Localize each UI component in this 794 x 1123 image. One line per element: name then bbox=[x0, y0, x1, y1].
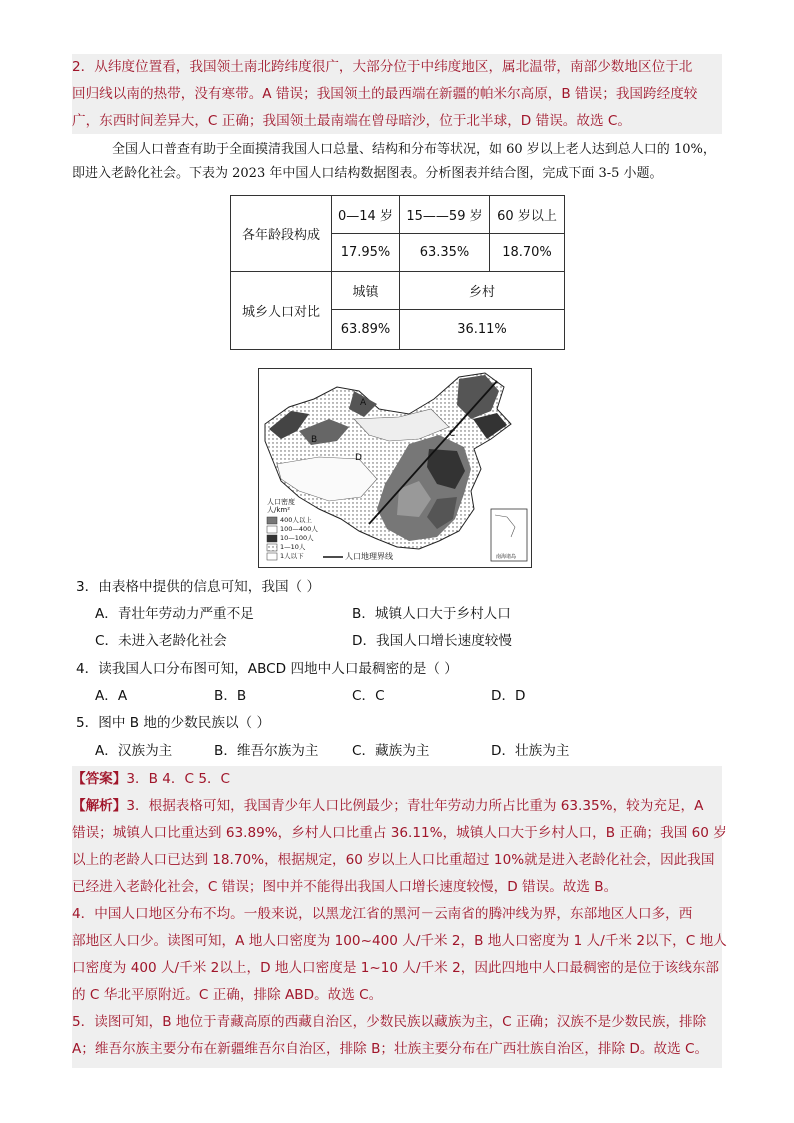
analysis-line: 5．读图可知，B 地位于青藏高原的西藏自治区，少数民族以藏族为主，C 正确；汉族不是少数民族，排除 bbox=[72, 1014, 707, 1030]
analysis-tag: 【解析】 bbox=[72, 798, 127, 814]
map-label-b: B bbox=[311, 435, 318, 445]
age-group: 15——59 岁 bbox=[400, 196, 490, 234]
answer-tag: 【答案】 bbox=[72, 771, 127, 787]
age-value: 63.35% bbox=[400, 234, 490, 272]
analysis-line: A；维吾尔族主要分布在新疆维吾尔自治区，排除 B；壮族主要分布在广西壮族自治区，排除 D。故选 C。 bbox=[72, 1041, 709, 1057]
legend-swatch bbox=[267, 553, 277, 560]
option-3b[interactable]: B．城镇人口大于乡村人口 bbox=[352, 606, 511, 622]
urban-label: 城乡人口对比 bbox=[231, 272, 332, 350]
legend-swatch bbox=[267, 517, 277, 524]
analysis-line: 部地区人口少。读图可知，A 地人口密度为 100~400 人/千米 2，B 地人口密度为 1 人/千米 2以下，C 地人 bbox=[72, 933, 727, 949]
legend-unit: 人/km² bbox=[267, 506, 291, 514]
legend-swatch bbox=[267, 526, 277, 533]
population-table bbox=[230, 195, 565, 350]
option-3d[interactable]: D．我国人口增长速度较慢 bbox=[352, 633, 512, 649]
line-legend-label: 人口地理界线 bbox=[345, 552, 393, 561]
urban-value: 63.89% bbox=[332, 310, 400, 350]
option-5b[interactable]: B．维吾尔族为主 bbox=[214, 743, 319, 759]
legend-item: 400人以上 bbox=[280, 516, 312, 524]
analysis-line: 以上的老龄人口已达到 18.70%，根据规定，60 岁以上人口比重超过 10%就是进入老龄化社会，因此我国 bbox=[72, 852, 715, 868]
option-5c[interactable]: C．藏族为主 bbox=[352, 743, 430, 759]
age-value: 17.95% bbox=[332, 234, 400, 272]
urban-header: 乡村 bbox=[400, 272, 565, 310]
analysis-line: 口密度为 400 人/千米 2以上，D 地人口密度是 1~10 人/千米 2，因此四地中人口最稠密的是位于该线东部 bbox=[72, 960, 720, 976]
age-label: 各年龄段构成 bbox=[231, 196, 332, 272]
option-4d[interactable]: D．D bbox=[491, 688, 526, 704]
density-region bbox=[277, 457, 377, 501]
urban-value: 36.11% bbox=[400, 310, 565, 350]
legend-item: 10—100人 bbox=[280, 534, 314, 542]
question-3: 3．由表格中提供的信息可知，我国（ ） bbox=[76, 579, 321, 595]
age-value: 18.70% bbox=[490, 234, 565, 272]
legend-swatch bbox=[267, 535, 277, 542]
analysis-line: 4．中国人口地区分布不均。一般来说，以黑龙江省的黑河－云南省的腾冲线为界，东部地区人口多，西 bbox=[72, 906, 693, 922]
option-4c[interactable]: C．C bbox=[352, 688, 385, 704]
text-line: 即进入老龄化社会。下表为 2023 年中国人口结构数据图表。分析图表并结合图，完成下面 3-5 小题。 bbox=[72, 166, 663, 181]
option-5d[interactable]: D．壮族为主 bbox=[491, 743, 570, 759]
age-group: 0—14 岁 bbox=[332, 196, 400, 234]
analysis-line: 已经进入老龄化社会，C 错误；图中并不能得出我国人口增长速度较慢，D 错误。故选 B。 bbox=[72, 879, 618, 895]
question-5: 5．图中 B 地的少数民族以（ ） bbox=[76, 715, 271, 731]
previous-explanation bbox=[72, 54, 722, 134]
option-4b[interactable]: B．B bbox=[214, 688, 247, 704]
legend-swatch bbox=[267, 544, 277, 551]
answer-line bbox=[72, 769, 230, 789]
analysis-text: 3．根据表格可知，我国青少年人口比例最少；青壮年劳动力所占比重为 63.35%，较为充足，A bbox=[126, 798, 704, 814]
map-label-c: C bbox=[449, 429, 456, 439]
option-4a[interactable]: A．A bbox=[95, 688, 128, 704]
question-4: 4．读我国人口分布图可知，ABCD 四地中人口最稠密的是（ ） bbox=[76, 661, 458, 677]
intro-paragraph bbox=[72, 138, 722, 186]
population-density-map bbox=[258, 368, 532, 568]
analysis-line: 的 C 华北平原附近。C 正确，排除 ABD。故选 C。 bbox=[72, 987, 383, 1003]
legend-item: 100—400人 bbox=[280, 525, 318, 533]
legend-item: 1人以下 bbox=[280, 552, 304, 560]
map-label-d: D bbox=[355, 453, 362, 463]
text-line: 2．从纬度位置看，我国领土南北跨纬度很广，大部分位于中纬度地区，属北温带，南部少数地区位于北 bbox=[72, 59, 693, 75]
inset-label: 南海诸岛 bbox=[496, 554, 517, 560]
age-group: 60 岁以上 bbox=[490, 196, 565, 234]
text-line: 全国人口普查有助于全面摸清我国人口总量、结构和分布等状况，如 60 岁以上老人达到总人口的 10%， bbox=[112, 142, 716, 157]
urban-header: 城镇 bbox=[332, 272, 400, 310]
legend-item: 1—10人 bbox=[280, 543, 306, 551]
answer-text: 3．B 4．C 5．C bbox=[126, 771, 231, 787]
analysis-line: 错误；城镇人口比重达到 63.89%，乡村人口比重占 36.11%，城镇人口大于乡村人口，B 正确；我国 60 岁 bbox=[72, 825, 727, 841]
legend-title: 人口密度 bbox=[267, 498, 295, 506]
option-5a[interactable]: A．汉族为主 bbox=[95, 743, 173, 759]
text-line: 广，东西时间差异大，C 正确；我国领土最南端在曾母暗沙，位于北半球，D 错误。故选 C。 bbox=[72, 112, 631, 129]
analysis-first-line bbox=[72, 796, 703, 816]
map-label-a: A bbox=[360, 398, 367, 408]
text-line: 回归线以南的热带，没有寒带。A 错误；我国领土的最西端在新疆的帕米尔高原，B 错误；我国跨经度较 bbox=[72, 85, 698, 102]
option-3c[interactable]: C．未进入老龄化社会 bbox=[95, 633, 227, 649]
option-3a[interactable]: A．青壮年劳动力严重不足 bbox=[95, 606, 254, 622]
